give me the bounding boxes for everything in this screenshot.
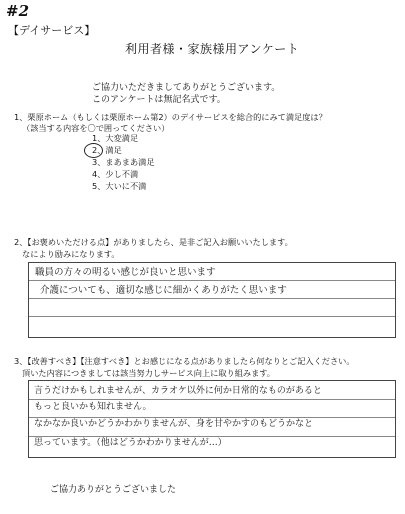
q1-text: 1、栗原ホーム（もしくは栗原ホーム第2）のデイサービスを総合的にみて満足度は？: [14, 112, 327, 122]
q3-answer-line-3: なかなか良いかどうかわかりませんが、身を甘やかすのもどうかなと: [34, 419, 314, 429]
intro-line-1: ご協力いただきましてありがとうございます。: [92, 83, 281, 93]
q3-answer-line-2: もっと良いかも知れません。: [34, 402, 152, 412]
q3-subtext: 頂いた内容につきましては該当努力しサービス向上に取り組みます。: [22, 368, 275, 378]
q2-text: 2、【お褒めいただける点】がありましたら、是非ご記入お願いいたします。: [14, 237, 293, 247]
q2-answer-line-1: 職員の方々の明るい感じが良いと思います: [35, 267, 216, 278]
q1-option-5: 5、大いに不満: [92, 181, 147, 191]
q3-text: 3、【改善すべき】【注意すべき】とお感じになる点がありましたら何なりとご記入ください。: [14, 356, 355, 366]
survey-title: 利用者様・家族様用アンケート: [125, 42, 300, 56]
q2-subtext: なにより励みになります。: [22, 249, 120, 259]
category-label: 【デイサービス】: [8, 24, 96, 37]
q1-option-3: 3、まあまあ満足: [92, 157, 155, 167]
q1-instruction: （該当する内容を〇で囲ってください）: [22, 123, 170, 133]
q1-option-1: 1、大変満足: [92, 133, 139, 143]
answer-circle-mark: [84, 143, 103, 158]
q1-option-2: 2、満足: [92, 145, 122, 155]
closing-thanks: ご協力ありがとうございました: [50, 485, 177, 495]
q3-answer-line-1: 言うだけかもしれませんが、カラオケ以外に何か日常的なものがあると: [34, 386, 322, 396]
q2-answer-line-2: 介護についても、適切な感じに細かくありがたく思います: [40, 285, 287, 296]
intro-line-2: このアンケートは無記名式です。: [92, 95, 226, 105]
sheet-number: #2: [6, 2, 30, 20]
q1-option-4: 4、少し不満: [92, 169, 139, 179]
q3-answer-line-4: 思っています。（他はどうかわかりませんが…）: [34, 438, 227, 448]
